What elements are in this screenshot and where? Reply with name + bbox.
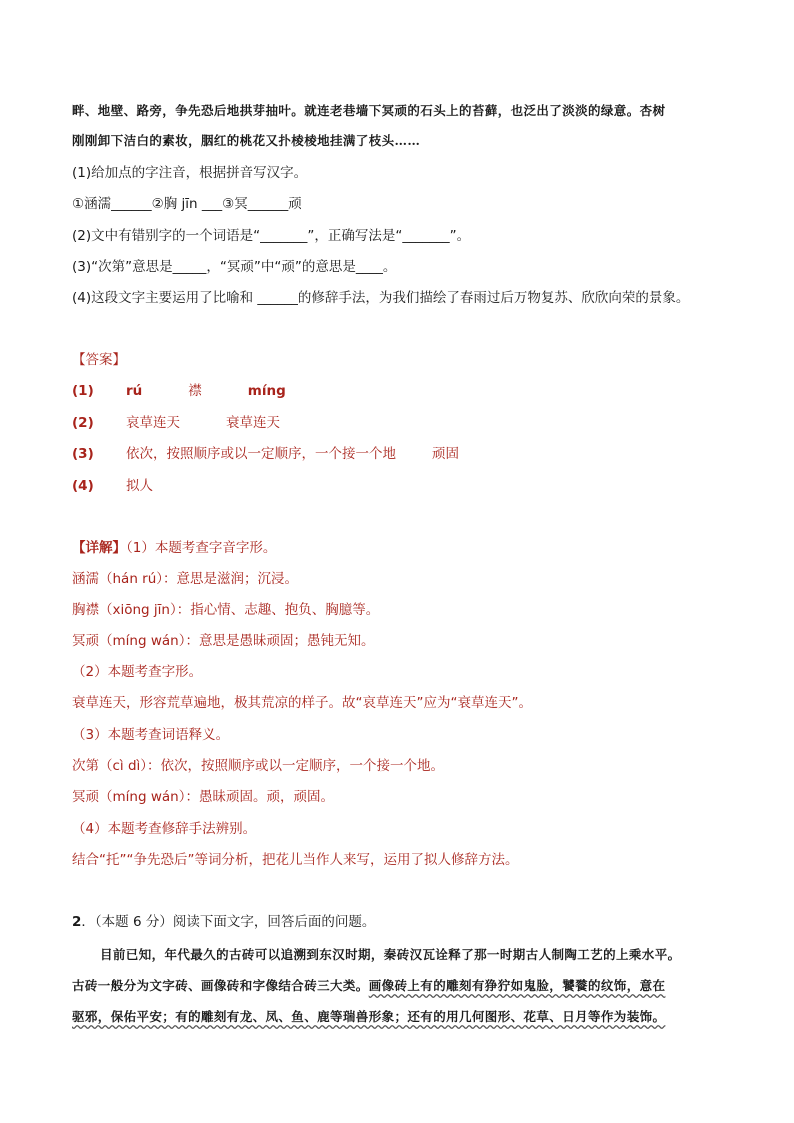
answer-part: 衰草连天 [226, 415, 280, 431]
answer-part: 拟人 [126, 478, 153, 494]
reading-passage-line-1: 目前已知，年代最久的古砖可以追溯到东汉时期，秦砖汉瓦诠释了那一时期古人制陶工艺的上乘水平。 [100, 947, 681, 962]
answer-row [72, 381, 286, 401]
answer-number: (1) [72, 383, 94, 399]
detail-line: 结合“托”“争先恐后”等词分析，把花儿当作人来写，运用了拟人修辞方法。 [72, 852, 519, 868]
answer-part: 顽固 [432, 446, 459, 462]
passage-line-2: 刚刚卸下洁白的素妆，胭红的桃花又扑棱棱地挂满了枝头…… [72, 133, 421, 148]
reading-passage-line-3 [72, 1007, 665, 1027]
answer-part: 襟 [188, 383, 202, 399]
underlined-sentence: 驱邪，保佑平安；有的雕刻有龙、凤、鱼、鹿等瑞兽形象；还有的用几何图形、花草、日月等作为装饰。 [72, 1009, 666, 1024]
question-4: (4)这段文字主要运用了比喻和 ______的修辞手法，为我们描绘了春雨过后万物复苏、欣欣向荣的景象。 [72, 290, 690, 306]
reading-text: 古砖一般分为文字砖、画像砖和字像结合砖三大类。 [72, 978, 369, 993]
detail-word: 涵濡（hán rú） [72, 571, 164, 587]
detail-section-2: （2）本题考查字形。 [72, 664, 203, 680]
detail-section-3: （3）本题考查词语释义。 [72, 727, 230, 743]
question-1-items: ①涵濡______②胸 jīn ___③冥______顽 [72, 196, 302, 212]
detail-line [72, 631, 374, 651]
answer-part: 哀草连天 [126, 415, 180, 431]
detail-word: 衰草连天 [72, 695, 126, 711]
answer-part: rú [126, 383, 143, 399]
answer-number: (4) [72, 478, 94, 494]
detail-section-1: （1）本题考查字音字形。 [126, 540, 277, 556]
answer-part: míng [247, 383, 286, 399]
detail-text: ：意思是愚昧顽固；愚钝无知。 [185, 633, 375, 649]
detail-word: 次第（cì dì） [72, 758, 148, 774]
answer-number: (3) [72, 446, 94, 462]
detail-line [72, 600, 379, 620]
answer-heading: 【答案】 [72, 352, 126, 368]
detail-section-4: （4）本题考查修辞手法辨别。 [72, 821, 257, 837]
answer-number: (2) [72, 415, 94, 431]
detail-text: ：依次，按照顺序或以一定顺序，一个接一个地。 [147, 758, 445, 774]
passage-line-1: 畔、地壁、路旁，争先恐后地拱芽抽叶。就连老巷墙下冥顽的石头上的苔藓，也泛出了淡淡的绿意。杏树 [72, 103, 666, 118]
detail-word: 胸襟（xiōng jīn） [72, 602, 177, 618]
reading-passage-line-2 [72, 976, 665, 996]
question-2: (2)文中有错别字的一个词语是“_______”，正确写法是“_______”。 [72, 228, 471, 244]
question-3: (3)“次第”意思是_____，“冥顽”中“顽”的意思是____。 [72, 259, 397, 275]
answer-part: 依次，按照顺序或以一定顺序，一个接一个地 [126, 446, 396, 462]
detail-line [72, 787, 334, 807]
detail-intro-line [72, 538, 276, 558]
answer-row [72, 413, 280, 433]
detail-word: 冥顽（míng wán） [72, 789, 186, 805]
answer-row [72, 476, 153, 496]
question-number: 2 [72, 914, 82, 930]
question-2-header [72, 912, 375, 932]
detail-heading: 【详解】 [72, 540, 126, 556]
underlined-sentence: 画像砖上有的雕刻有狰狞如鬼脸，饕餮的纹饰，意在 [368, 978, 666, 993]
detail-line [72, 569, 298, 589]
detail-word: 冥顽（míng wán） [72, 633, 186, 649]
detail-text: ：意思是滋润；沉浸。 [163, 571, 299, 587]
detail-line [72, 756, 444, 776]
detail-text: ：指心情、志趣、抱负、胸臆等。 [176, 602, 380, 618]
answer-row [72, 444, 459, 464]
question-title: ．（本题 6 分）阅读下面文字，回答后面的问题。 [81, 914, 376, 930]
detail-text: ，形容荒草遍地，极其荒凉的样子。故“哀草连天”应为“衰草连天”。 [126, 695, 532, 711]
detail-line [72, 693, 532, 713]
question-1: (1)给加点的字注音，根据拼音写汉字。 [72, 165, 308, 181]
detail-text: ：愚昧顽固。顽，顽固。 [185, 789, 334, 805]
